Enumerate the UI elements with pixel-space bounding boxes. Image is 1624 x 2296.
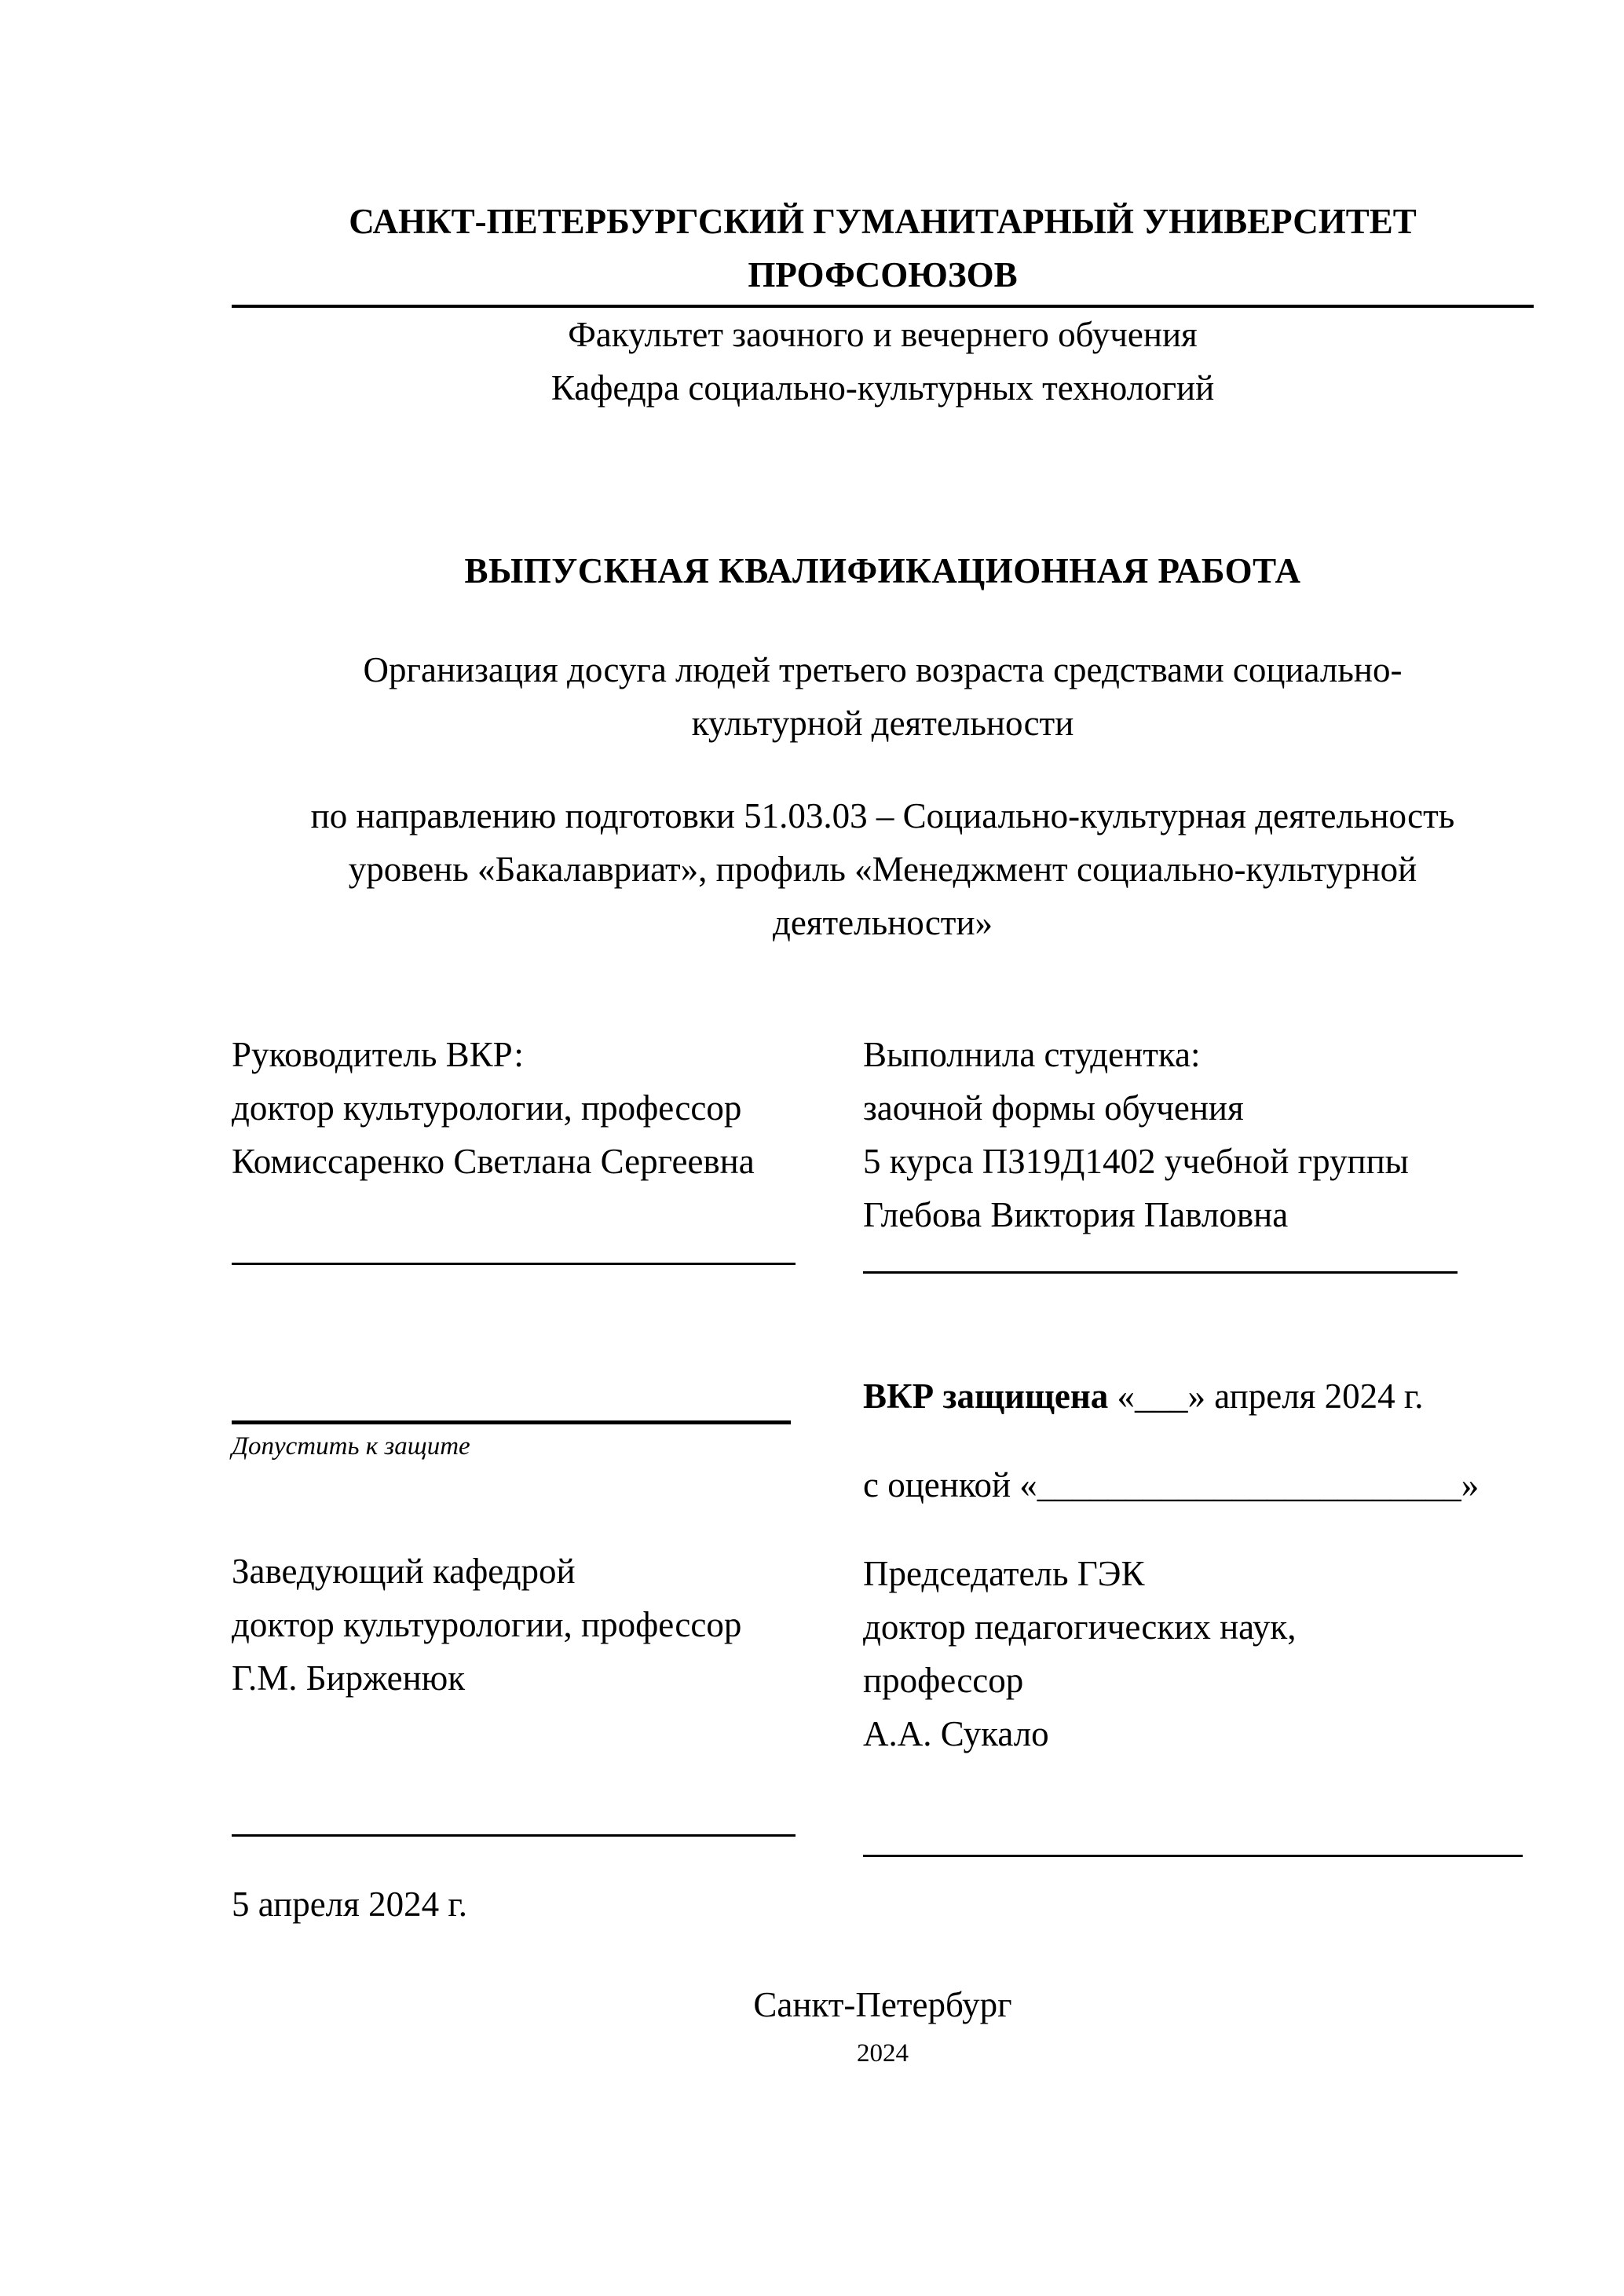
- thesis-title-line1: Организация досуга людей третьего возраста средствами социально-: [363, 650, 1403, 689]
- thesis-title: [232, 643, 1534, 750]
- university-name-line1: САНКТ-ПЕТЕРБУРГСКИЙ ГУМАНИТАРНЫЙ УНИВЕРСИТЕТ: [349, 202, 1417, 241]
- student-label: Выполнила студентка:: [863, 1035, 1201, 1074]
- city-line: Санкт-Петербург: [753, 1985, 1012, 2024]
- head-degree: доктор культурологии, профессор: [232, 1605, 742, 1644]
- grade-line: с оценкой «________________________»: [863, 1465, 1480, 1504]
- work-type-heading: ВЫПУСКНАЯ КВАЛИФИКАЦИОННАЯ РАБОТА: [464, 551, 1301, 590]
- defense-date-value: «___» апреля 2024 г.: [1117, 1377, 1424, 1416]
- faculty-line: Факультет заочного и вечернего обучения: [568, 315, 1198, 354]
- supervisor-degree: доктор культурологии, профессор: [232, 1088, 742, 1128]
- program-line2: уровень «Бакалавриат», профиль «Менеджмент социально-культурной: [348, 850, 1417, 889]
- program-line1: по направлению подготовки 51.03.03 – Социально-культурная деятельность: [310, 796, 1455, 835]
- supervisor-name: Комиссаренко Светлана Сергеевна: [232, 1142, 755, 1181]
- left-column: [232, 1028, 863, 1931]
- right-column: [863, 1028, 1534, 1857]
- admit-to-defense-label: Допустить к защите: [232, 1432, 470, 1461]
- university-name-line2: ПРОФСОЮЗОВ: [748, 255, 1018, 294]
- year-line: 2024: [857, 2039, 909, 2067]
- student-group: 5 курса ПЗ19Д1402 учебной группы: [863, 1142, 1409, 1181]
- defense-date-label: ВКР защищена: [863, 1377, 1109, 1416]
- department-line: Кафедра социально-культурных технологий: [550, 368, 1215, 408]
- supervisor-label: Руководитель ВКР:: [232, 1035, 524, 1074]
- gek-chair-block: [863, 1547, 1534, 1760]
- student-signature-line: [863, 1271, 1458, 1274]
- program-block: [232, 789, 1534, 949]
- admission-date: 5 апреля 2024 г.: [232, 1885, 467, 1924]
- head-signature-line: [232, 1834, 796, 1837]
- thesis-title-line2: культурной деятельности: [691, 704, 1074, 743]
- defense-date-line: [863, 1369, 1534, 1423]
- supervisor-signature-line: [232, 1263, 796, 1265]
- two-column-section: [232, 1028, 1534, 1931]
- supervisor-block: [232, 1028, 863, 1188]
- gek-chair-degree-line1: доктор педагогических наук,: [863, 1607, 1297, 1647]
- gek-chair-degree-line2: профессор: [863, 1661, 1024, 1700]
- gek-chair-title: Председатель ГЭК: [863, 1554, 1145, 1593]
- student-study-form: заочной формы обучения: [863, 1088, 1244, 1128]
- admit-divider-line: [232, 1420, 791, 1424]
- student-block: [863, 1028, 1534, 1241]
- head-of-department-block: [232, 1545, 863, 1705]
- university-header: [232, 195, 1534, 302]
- head-title: Заведующий кафедрой: [232, 1552, 576, 1591]
- program-line3: деятельности»: [772, 903, 993, 942]
- student-name: Глебова Виктория Павловна: [863, 1195, 1289, 1234]
- gek-chair-name: А.А. Сукало: [863, 1714, 1049, 1753]
- head-name: Г.М. Бирженюк: [232, 1658, 466, 1698]
- gek-chair-signature-line: [863, 1855, 1523, 1857]
